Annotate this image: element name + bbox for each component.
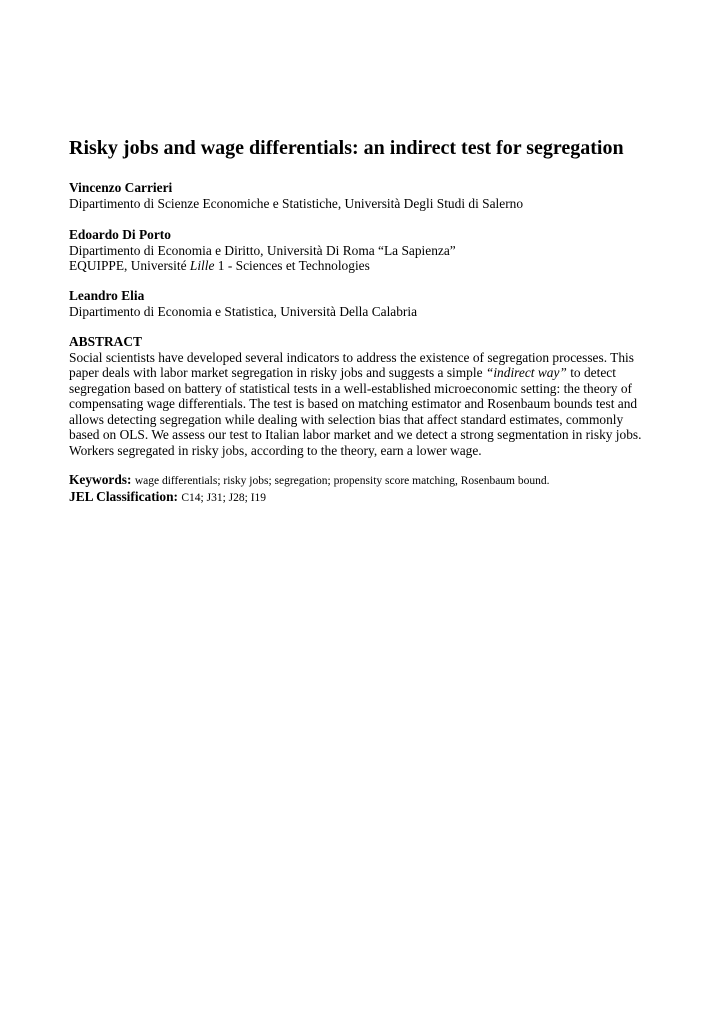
keywords-label: Keywords:	[69, 472, 132, 487]
affiliation-italic: Lille	[189, 258, 215, 273]
jel-label: JEL Classification:	[69, 489, 178, 504]
abstract-body	[69, 350, 649, 459]
jel-line	[69, 489, 550, 506]
keywords-value: wage differentials; risky jobs; segregation; propensity score matching, Rosenbaum bound.	[134, 475, 550, 487]
abstract-italic: “indirect way”	[485, 365, 567, 380]
abstract-section	[69, 334, 649, 458]
abstract-line: compensating wage differentials. The test is based on matching estimator and Rosenbaum bounds test and	[69, 396, 638, 411]
abstract-text: to detect	[566, 365, 616, 380]
author-affiliation: Dipartimento di Economia e Statistica, Università Della Calabria	[69, 303, 418, 319]
abstract-line: based on OLS. We assess our test to Italian labor market and we detect a strong segmentation in risky jobs.	[69, 427, 642, 442]
affiliation-text: EQUIPPE, Université	[69, 258, 190, 273]
jel-value: C14; J31; J28; I19	[181, 492, 267, 504]
author-affiliation: Dipartimento di Economia e Diritto, Università Di Roma “La Sapienza”	[69, 242, 456, 258]
abstract-line	[69, 365, 649, 381]
author-name: Leandro Elia	[69, 288, 145, 303]
author-affiliation-2	[69, 258, 659, 274]
author-block-2	[69, 227, 659, 274]
abstract-line: Social scientists have developed several indicators to address the existence of segregation processes. This	[69, 349, 634, 365]
abstract-text: paper deals with labor market segregation in risky jobs and suggests a simple	[69, 365, 486, 380]
author-block-1	[69, 180, 659, 211]
author-name: Edoardo Di Porto	[69, 227, 171, 242]
author-affiliation: Dipartimento di Scienze Economiche e Statistiche, Università Degli Studi di Salerno	[69, 195, 524, 211]
abstract-line: Workers segregated in risky jobs, according to the theory, earn a lower wage.	[69, 442, 482, 458]
paper-title: Risky jobs and wage differentials: an indirect test for segregation	[69, 137, 624, 159]
author-block-3	[69, 288, 659, 319]
abstract-heading: ABSTRACT	[69, 334, 142, 349]
abstract-line: allows detecting segregation while dealing with selection bias that affect standard estimates, commonly	[69, 411, 624, 427]
keywords-section	[69, 472, 550, 506]
author-name: Vincenzo Carrieri	[69, 180, 173, 195]
affiliation-text: 1 - Sciences et Technologies	[214, 258, 370, 273]
keywords-line	[69, 472, 550, 489]
abstract-line: segregation based on battery of statistical tests in a well-established microeconomic setting: the theory of	[69, 380, 632, 396]
